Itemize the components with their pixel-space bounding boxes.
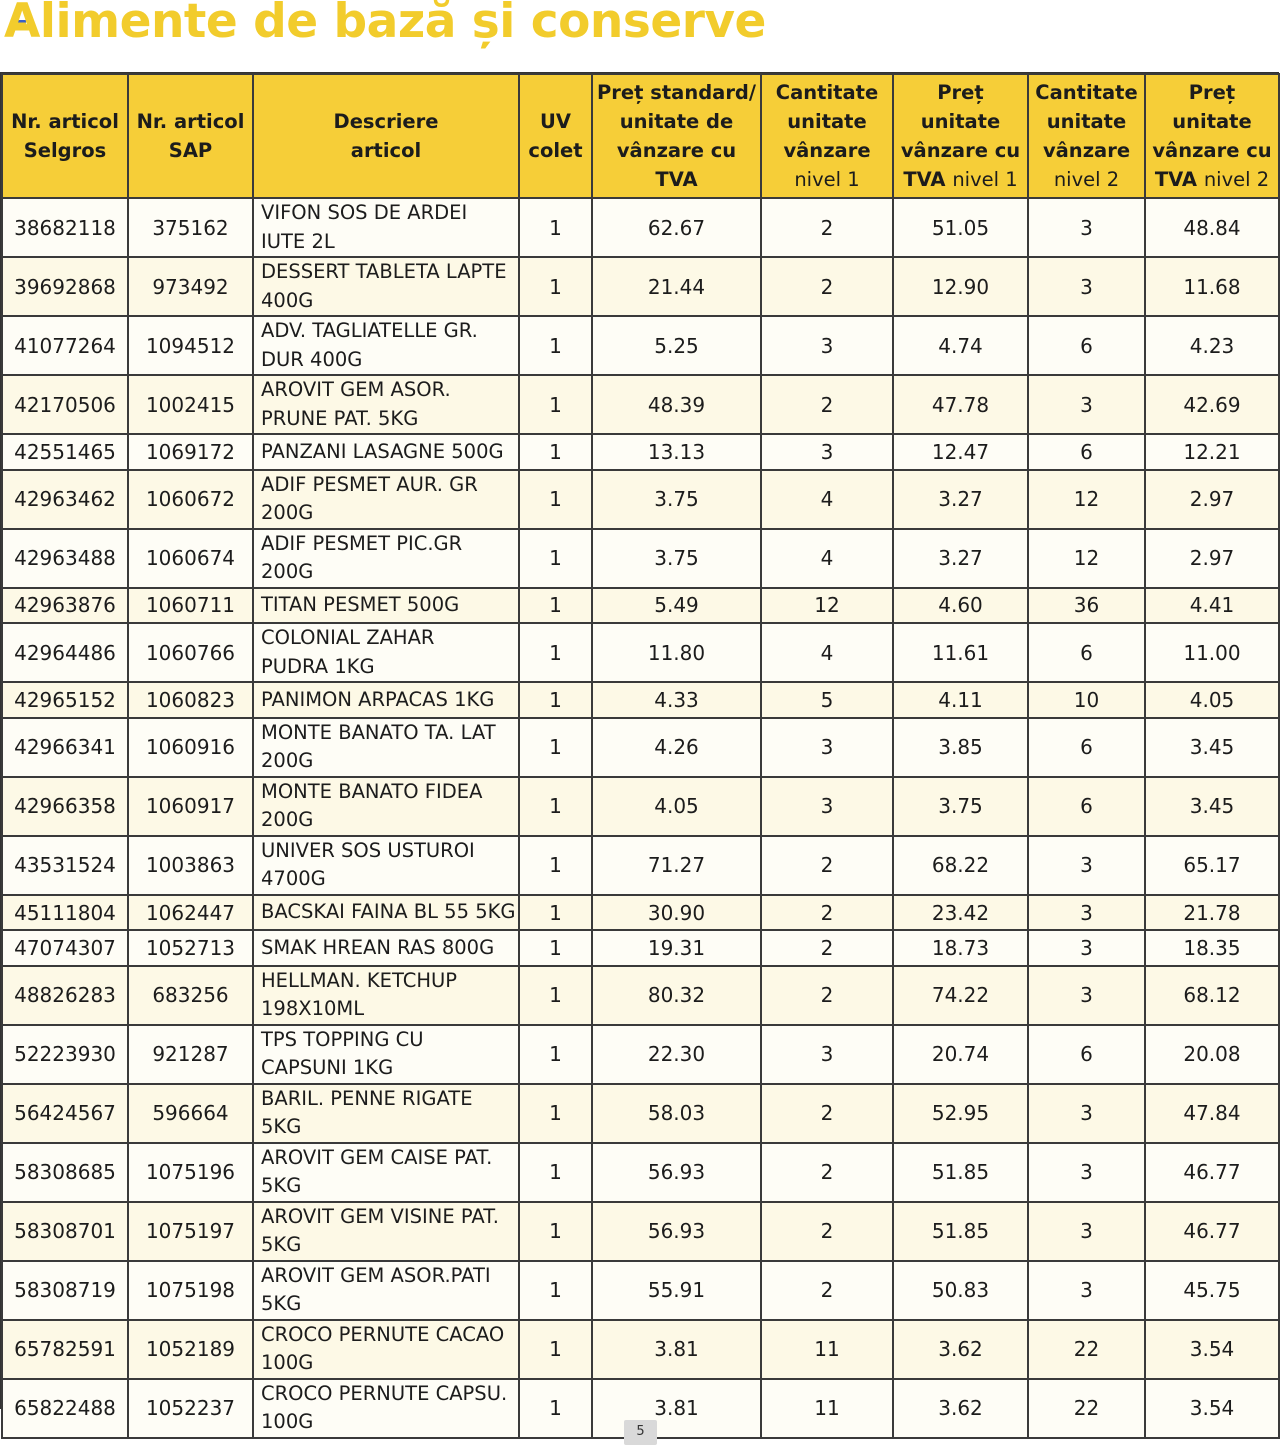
cell-cantitate-nivel2: 3 [1028,1202,1145,1261]
cell-pret-nivel2: 46.77 [1145,1143,1279,1202]
cell-nr-sap: 1060917 [128,777,253,836]
cell-uv-colet: 1 [519,777,592,836]
cell-cantitate-nivel2: 3 [1028,198,1145,257]
cell-pret-nivel1: 74.22 [893,966,1028,1025]
cell-cantitate-nivel1: 2 [761,895,893,931]
cell-pret-nivel2: 46.77 [1145,1202,1279,1261]
cell-nr-selgros: 42966358 [2,777,128,836]
cell-nr-sap: 1052237 [128,1379,253,1438]
cell-nr-sap: 375162 [128,198,253,257]
header-cantitate-nivel2: Cantitate unitate vânzare nivel 2 [1028,74,1145,198]
cell-pret-standard: 3.81 [592,1320,761,1379]
cell-uv-colet: 1 [519,1025,592,1084]
cell-nr-selgros: 42963462 [2,470,128,529]
cell-nr-sap: 1060766 [128,623,253,682]
cell-uv-colet: 1 [519,1084,592,1143]
cell-pret-nivel2: 4.23 [1145,316,1279,375]
table-row [2,1143,1279,1202]
table-row [2,895,1279,931]
cell-descriere: VIFON SOS DE ARDEI IUTE 2L [253,198,519,257]
cell-cantitate-nivel2: 3 [1028,966,1145,1025]
header-row [2,74,1279,198]
cell-pret-nivel2: 42.69 [1145,375,1279,434]
cell-uv-colet: 1 [519,257,592,316]
cell-nr-sap: 1075197 [128,1202,253,1261]
cell-nr-selgros: 42966341 [2,718,128,777]
cell-nr-selgros: 42963876 [2,588,128,624]
cell-nr-selgros: 48826283 [2,966,128,1025]
cell-cantitate-nivel2: 10 [1028,682,1145,718]
cell-descriere: AROVIT GEM CAISE PAT. 5KG [253,1143,519,1202]
table-row [2,682,1279,718]
header-pret-standard: Preț standard/ unitate de vânzare cu TVA [592,74,761,198]
cell-cantitate-nivel2: 3 [1028,1084,1145,1143]
cell-nr-sap: 1002415 [128,375,253,434]
cell-nr-sap: 1094512 [128,316,253,375]
cell-cantitate-nivel2: 3 [1028,1261,1145,1320]
cell-pret-standard: 4.05 [592,777,761,836]
cell-pret-nivel2: 11.68 [1145,257,1279,316]
cell-cantitate-nivel1: 2 [761,257,893,316]
cell-cantitate-nivel2: 3 [1028,1143,1145,1202]
cell-descriere: BACSKAI FAINA BL 55 5KG [253,895,519,931]
cell-nr-sap: 1075198 [128,1261,253,1320]
cell-descriere: COLONIAL ZAHAR PUDRA 1KG [253,623,519,682]
table-row [2,470,1279,529]
cell-nr-sap: 1060711 [128,588,253,624]
cell-nr-selgros: 58308719 [2,1261,128,1320]
cell-pret-nivel1: 4.74 [893,316,1028,375]
cell-nr-sap: 1003863 [128,836,253,895]
cell-nr-sap: 1060674 [128,529,253,588]
cell-cantitate-nivel2: 6 [1028,718,1145,777]
cell-pret-nivel2: 2.97 [1145,529,1279,588]
cell-cantitate-nivel2: 12 [1028,470,1145,529]
cell-nr-sap: 1052713 [128,930,253,966]
cell-uv-colet: 1 [519,1379,592,1438]
cell-pret-nivel1: 51.85 [893,1143,1028,1202]
cell-pret-nivel1: 47.78 [893,375,1028,434]
cell-pret-nivel2: 2.97 [1145,470,1279,529]
table-row [2,777,1279,836]
cell-cantitate-nivel1: 2 [761,375,893,434]
cell-pret-standard: 11.80 [592,623,761,682]
cell-descriere: TPS TOPPING CU CAPSUNI 1KG [253,1025,519,1084]
page-number: 5 [624,1420,657,1445]
cell-cantitate-nivel1: 3 [761,1025,893,1084]
cell-nr-selgros: 43531524 [2,836,128,895]
cell-nr-selgros: 39692868 [2,257,128,316]
cell-pret-standard: 56.93 [592,1202,761,1261]
cell-pret-standard: 3.81 [592,1379,761,1438]
cell-cantitate-nivel2: 3 [1028,375,1145,434]
cell-pret-standard: 4.26 [592,718,761,777]
cell-cantitate-nivel1: 3 [761,316,893,375]
cell-uv-colet: 1 [519,375,592,434]
cell-cantitate-nivel1: 2 [761,1143,893,1202]
cell-cantitate-nivel1: 2 [761,966,893,1025]
cell-nr-selgros: 42963488 [2,529,128,588]
cell-pret-nivel1: 3.75 [893,777,1028,836]
cell-uv-colet: 1 [519,198,592,257]
cell-cantitate-nivel1: 3 [761,718,893,777]
cell-cantitate-nivel2: 12 [1028,529,1145,588]
cell-uv-colet: 1 [519,529,592,588]
cell-nr-selgros: 65822488 [2,1379,128,1438]
table-row [2,257,1279,316]
cell-pret-standard: 55.91 [592,1261,761,1320]
cell-uv-colet: 1 [519,1202,592,1261]
cell-pret-nivel1: 51.05 [893,198,1028,257]
cell-uv-colet: 1 [519,895,592,931]
cell-cantitate-nivel1: 3 [761,777,893,836]
cell-descriere: ADIF PESMET PIC.GR 200G [253,529,519,588]
table-row [2,1025,1279,1084]
cell-nr-sap: 1060823 [128,682,253,718]
cell-nr-sap: 683256 [128,966,253,1025]
cell-pret-standard: 30.90 [592,895,761,931]
cell-pret-nivel2: 65.17 [1145,836,1279,895]
cell-descriere: ADV. TAGLIATELLE GR. DUR 400G [253,316,519,375]
cell-pret-nivel1: 4.11 [893,682,1028,718]
cell-nr-sap: 1060916 [128,718,253,777]
header-nr-selgros: Nr. articol Selgros [2,74,128,198]
cell-pret-nivel1: 4.60 [893,588,1028,624]
cell-uv-colet: 1 [519,623,592,682]
cell-descriere: PANIMON ARPACAS 1KG [253,682,519,718]
table-row [2,718,1279,777]
cell-uv-colet: 1 [519,470,592,529]
cell-pret-nivel2: 4.41 [1145,588,1279,624]
header-pret-nivel2: Preț unitate vânzare cu TVA nivel 2 [1145,74,1279,198]
cell-pret-nivel2: 47.84 [1145,1084,1279,1143]
cell-pret-standard: 3.75 [592,529,761,588]
cell-pret-standard: 4.33 [592,682,761,718]
cell-nr-selgros: 58308685 [2,1143,128,1202]
cell-pret-nivel2: 3.45 [1145,777,1279,836]
cell-cantitate-nivel1: 4 [761,529,893,588]
cell-pret-nivel2: 18.35 [1145,930,1279,966]
cell-nr-sap: 1052189 [128,1320,253,1379]
cell-descriere: TITAN PESMET 500G [253,588,519,624]
cell-pret-nivel2: 21.78 [1145,895,1279,931]
cell-pret-nivel1: 11.61 [893,623,1028,682]
cell-nr-sap: 1060672 [128,470,253,529]
table-row [2,588,1279,624]
cell-pret-nivel2: 68.12 [1145,966,1279,1025]
cell-nr-selgros: 38682118 [2,198,128,257]
cell-pret-standard: 13.13 [592,434,761,470]
cell-pret-nivel1: 52.95 [893,1084,1028,1143]
cell-pret-nivel1: 23.42 [893,895,1028,931]
cell-descriere: MONTE BANATO FIDEA 200G [253,777,519,836]
cell-descriere: AROVIT GEM ASOR. PRUNE PAT. 5KG [253,375,519,434]
cell-nr-selgros: 65782591 [2,1320,128,1379]
header-descriere: Descriere articol [253,74,519,198]
cell-descriere: UNIVER SOS USTUROI 4700G [253,836,519,895]
cell-pret-nivel1: 3.27 [893,470,1028,529]
cell-nr-selgros: 52223930 [2,1025,128,1084]
cell-cantitate-nivel1: 11 [761,1320,893,1379]
cell-cantitate-nivel2: 6 [1028,316,1145,375]
cell-nr-selgros: 47074307 [2,930,128,966]
cell-nr-sap: 921287 [128,1025,253,1084]
cell-cantitate-nivel2: 3 [1028,257,1145,316]
cell-pret-nivel1: 51.85 [893,1202,1028,1261]
table-row [2,623,1279,682]
cell-uv-colet: 1 [519,836,592,895]
cell-pret-nivel1: 3.27 [893,529,1028,588]
cell-nr-sap: 1069172 [128,434,253,470]
header-uv-colet: UV colet [519,74,592,198]
cell-pret-standard: 80.32 [592,966,761,1025]
cell-pret-nivel1: 50.83 [893,1261,1028,1320]
cell-cantitate-nivel2: 6 [1028,434,1145,470]
cell-cantitate-nivel1: 2 [761,1084,893,1143]
cell-cantitate-nivel1: 12 [761,588,893,624]
cell-nr-selgros: 45111804 [2,895,128,931]
cell-cantitate-nivel1: 11 [761,1379,893,1438]
table-row [2,836,1279,895]
cell-uv-colet: 1 [519,1320,592,1379]
cell-pret-nivel2: 20.08 [1145,1025,1279,1084]
cell-pret-standard: 5.49 [592,588,761,624]
cell-nr-selgros: 42964486 [2,623,128,682]
cell-descriere: PANZANI LASAGNE 500G [253,434,519,470]
table-row [2,434,1279,470]
cell-uv-colet: 1 [519,434,592,470]
cell-pret-nivel2: 4.05 [1145,682,1279,718]
cell-pret-nivel2: 3.54 [1145,1379,1279,1438]
cell-pret-nivel1: 12.47 [893,434,1028,470]
cell-nr-selgros: 58308701 [2,1202,128,1261]
cell-descriere: CROCO PERNUTE CAPSU. 100G [253,1379,519,1438]
cell-pret-nivel1: 20.74 [893,1025,1028,1084]
price-table [1,73,1280,1439]
cell-nr-selgros: 42965152 [2,682,128,718]
table-row [2,1320,1279,1379]
cell-descriere: AROVIT GEM VISINE PAT. 5KG [253,1202,519,1261]
table-row [2,930,1279,966]
cell-pret-standard: 48.39 [592,375,761,434]
cell-descriere: ADIF PESMET AUR. GR 200G [253,470,519,529]
cell-cantitate-nivel1: 2 [761,198,893,257]
cell-cantitate-nivel2: 6 [1028,1025,1145,1084]
cell-cantitate-nivel1: 2 [761,930,893,966]
cell-cantitate-nivel1: 2 [761,836,893,895]
cell-descriere: MONTE BANATO TA. LAT 200G [253,718,519,777]
cell-nr-selgros: 56424567 [2,1084,128,1143]
cell-pret-standard: 19.31 [592,930,761,966]
cell-descriere: HELLMAN. KETCHUP 198X10ML [253,966,519,1025]
cell-cantitate-nivel2: 22 [1028,1379,1145,1438]
table-row [2,316,1279,375]
cell-cantitate-nivel2: 36 [1028,588,1145,624]
cell-pret-standard: 21.44 [592,257,761,316]
cell-nr-selgros: 42551465 [2,434,128,470]
cell-cantitate-nivel2: 3 [1028,930,1145,966]
cell-pret-standard: 71.27 [592,836,761,895]
header-cantitate-nivel1: Cantitate unitate vânzare nivel 1 [761,74,893,198]
cell-descriere: DESSERT TABLETA LAPTE 400G [253,257,519,316]
cell-pret-nivel1: 3.62 [893,1379,1028,1438]
cell-pret-standard: 56.93 [592,1143,761,1202]
cell-pret-standard: 58.03 [592,1084,761,1143]
cell-pret-nivel1: 3.62 [893,1320,1028,1379]
table-row [2,529,1279,588]
cell-nr-selgros: 42170506 [2,375,128,434]
cell-uv-colet: 1 [519,1143,592,1202]
cell-nr-sap: 596664 [128,1084,253,1143]
cell-nr-sap: 973492 [128,257,253,316]
cell-descriere: BARIL. PENNE RIGATE 5KG [253,1084,519,1143]
table-row [2,375,1279,434]
cell-cantitate-nivel2: 3 [1028,895,1145,931]
cell-uv-colet: 1 [519,1261,592,1320]
cell-descriere: AROVIT GEM ASOR.PATI 5KG [253,1261,519,1320]
cell-pret-standard: 3.75 [592,470,761,529]
table-row [2,1202,1279,1261]
table-row [2,1261,1279,1320]
cell-pret-nivel2: 11.00 [1145,623,1279,682]
cell-cantitate-nivel1: 3 [761,434,893,470]
cell-pret-nivel2: 12.21 [1145,434,1279,470]
table-row [2,966,1279,1025]
cell-cantitate-nivel2: 3 [1028,836,1145,895]
cell-cantitate-nivel1: 4 [761,623,893,682]
cell-uv-colet: 1 [519,682,592,718]
cell-nr-sap: 1075196 [128,1143,253,1202]
cell-descriere: CROCO PERNUTE CACAO 100G [253,1320,519,1379]
cell-pret-standard: 22.30 [592,1025,761,1084]
table-row [2,1084,1279,1143]
cell-uv-colet: 1 [519,966,592,1025]
cell-pret-nivel1: 3.85 [893,718,1028,777]
page-title: Alimente de bază și conserve [4,0,766,49]
cell-pret-nivel2: 3.45 [1145,718,1279,777]
cell-pret-nivel1: 68.22 [893,836,1028,895]
cell-pret-nivel1: 12.90 [893,257,1028,316]
cell-uv-colet: 1 [519,930,592,966]
cell-cantitate-nivel1: 2 [761,1261,893,1320]
cell-descriere: SMAK HREAN RAS 800G [253,930,519,966]
header-pret-nivel1: Preț unitate vânzare cu TVA nivel 1 [893,74,1028,198]
cell-cantitate-nivel2: 22 [1028,1320,1145,1379]
cell-nr-sap: 1062447 [128,895,253,931]
cell-nr-selgros: 41077264 [2,316,128,375]
cell-uv-colet: 1 [519,316,592,375]
cell-cantitate-nivel1: 5 [761,682,893,718]
cell-cantitate-nivel2: 6 [1028,777,1145,836]
cell-pret-standard: 5.25 [592,316,761,375]
cell-pret-nivel2: 3.54 [1145,1320,1279,1379]
cell-cantitate-nivel2: 6 [1028,623,1145,682]
cell-pret-nivel1: 18.73 [893,930,1028,966]
cell-uv-colet: 1 [519,718,592,777]
cell-uv-colet: 1 [519,588,592,624]
cell-pret-nivel2: 48.84 [1145,198,1279,257]
cell-pret-standard: 62.67 [592,198,761,257]
table-row [2,198,1279,257]
header-nr-sap: Nr. articol SAP [128,74,253,198]
cell-cantitate-nivel1: 2 [761,1202,893,1261]
cell-cantitate-nivel1: 4 [761,470,893,529]
cell-pret-nivel2: 45.75 [1145,1261,1279,1320]
price-table-frame [0,72,1279,1434]
